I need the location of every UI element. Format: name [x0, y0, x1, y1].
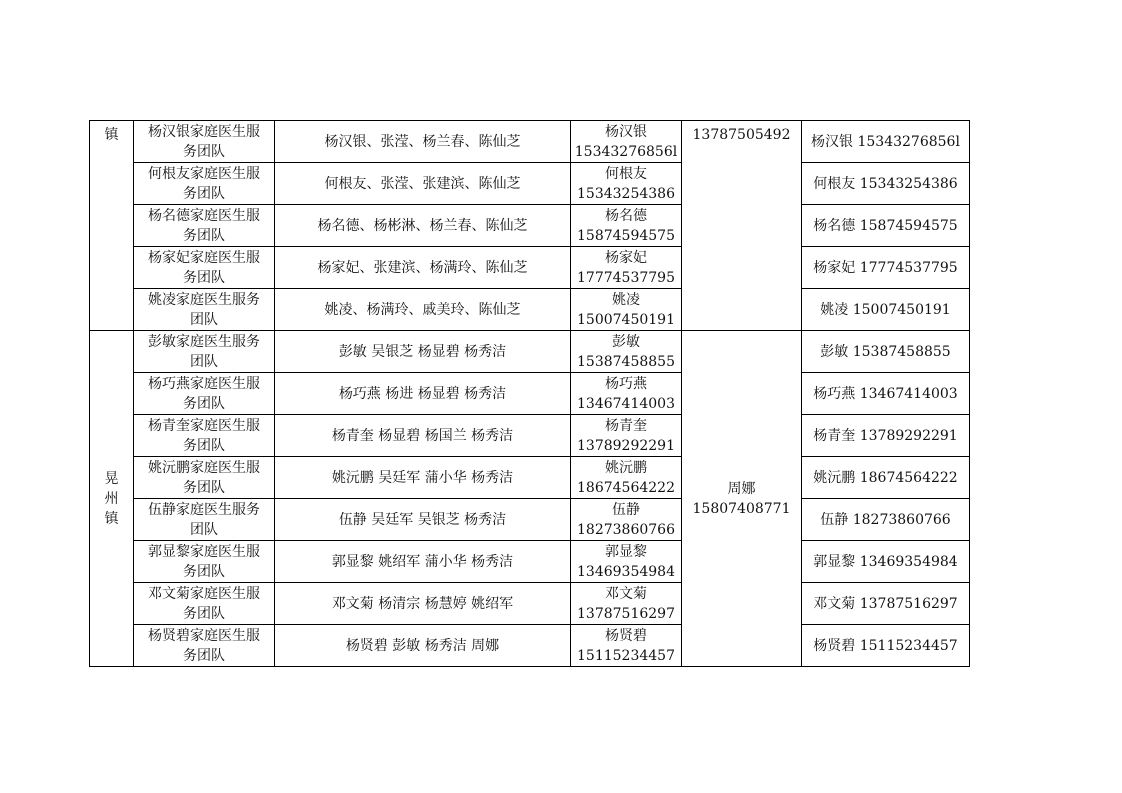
supervisor-phone: 13787505492: [692, 127, 791, 143]
members-cell: [275, 541, 571, 583]
leader-cell: [571, 625, 682, 667]
contact-cell: [802, 457, 970, 499]
leader-cell: [571, 247, 682, 289]
table-row: [90, 625, 970, 667]
team-name-cell: [134, 499, 275, 541]
team-members: 杨家妃、张建滨、杨满玲、陈仙芝: [317, 259, 528, 276]
team-name: 杨汉银家庭医生服务团队: [148, 123, 260, 160]
leader-cell: [571, 541, 682, 583]
leader-phone: 15874594575: [577, 227, 675, 244]
leader-phone: 15007450191: [577, 311, 675, 328]
table-body: [90, 121, 970, 667]
team-members: 杨贤碧 彭敏 杨秀洁 周娜: [345, 637, 500, 654]
table-row: [90, 247, 970, 289]
table-row: [90, 331, 970, 373]
table-row: [90, 499, 970, 541]
team-name-cell: [134, 247, 275, 289]
contact-info: 伍静 18273860766: [820, 511, 951, 528]
team-name: 杨名德家庭医生服务团队: [148, 207, 260, 244]
leader-name: 杨巧燕: [605, 375, 647, 392]
team-name-cell: [134, 541, 275, 583]
leader-cell: [571, 163, 682, 205]
members-cell: [275, 163, 571, 205]
team-name-cell: [134, 457, 275, 499]
team-members: 杨汉银、张滢、杨兰春、陈仙芝: [324, 133, 521, 150]
members-cell: [275, 583, 571, 625]
leader-phone: 13787516297: [577, 605, 675, 622]
leader-name: 杨家妃: [605, 249, 647, 266]
team-name: 郭显黎家庭医生服务团队: [148, 543, 260, 580]
contact-info: 姚凌 15007450191: [820, 301, 951, 318]
members-cell: [275, 121, 571, 163]
leader-cell: [571, 331, 682, 373]
town-cell: [90, 121, 134, 331]
leader-name: 杨贤碧: [605, 627, 647, 644]
contact-info: 杨名德 15874594575: [813, 217, 958, 234]
table-row: [90, 541, 970, 583]
leader-phone: 18674564222: [577, 479, 675, 496]
members-cell: [275, 457, 571, 499]
contact-cell: [802, 415, 970, 457]
team-members: 伍静 吴廷军 吴银芝 杨秀洁: [338, 511, 507, 528]
team-name-cell: [134, 121, 275, 163]
town-char: 镇: [104, 510, 119, 527]
contact-info: 郭显黎 13469354984: [813, 553, 958, 570]
contact-cell: [802, 247, 970, 289]
team-members: 彭敏 吴银芝 杨显碧 杨秀洁: [338, 343, 507, 360]
team-members: 姚沅鹏 吴廷军 蒲小华 杨秀洁: [331, 469, 514, 486]
team-name: 何根友家庭医生服务团队: [148, 165, 260, 202]
team-name: 杨巧燕家庭医生服务团队: [148, 375, 260, 412]
leader-cell: [571, 373, 682, 415]
team-name: 邓文菊家庭医生服务团队: [148, 585, 260, 622]
table-row: [90, 205, 970, 247]
contact-cell: [802, 331, 970, 373]
contact-cell: [802, 121, 970, 163]
leader-cell: [571, 289, 682, 331]
leader-phone: 13467414003: [577, 395, 675, 412]
table-row: [90, 289, 970, 331]
team-name: 姚凌家庭医生服务团队: [148, 291, 260, 328]
contact-info: 姚沅鹏 18674564222: [813, 469, 958, 486]
team-members: 姚凌、杨满玲、戚美玲、陈仙芝: [324, 301, 521, 318]
team-name-cell: [134, 289, 275, 331]
supervisor-cell: [682, 121, 802, 331]
members-cell: [275, 205, 571, 247]
team-name-cell: [134, 583, 275, 625]
table-row: [90, 373, 970, 415]
members-cell: [275, 289, 571, 331]
contact-cell: [802, 499, 970, 541]
leader-phone: 15115234457: [577, 647, 675, 664]
team-name: 杨青奎家庭医生服务团队: [148, 417, 260, 454]
leader-cell: [571, 499, 682, 541]
leader-name: 邓文菊: [605, 585, 647, 602]
doctor-team-table: [89, 120, 970, 667]
team-members: 杨青奎 杨显碧 杨国兰 杨秀洁: [331, 427, 514, 444]
leader-cell: [571, 205, 682, 247]
leader-phone: 15387458855: [577, 353, 675, 370]
members-cell: [275, 331, 571, 373]
team-name: 杨家妃家庭医生服务团队: [148, 249, 260, 286]
team-members: 杨巧燕 杨进 杨显碧 杨秀洁: [338, 385, 507, 402]
team-name-cell: [134, 415, 275, 457]
supervisor-cell: [682, 331, 802, 667]
table-row: [90, 415, 970, 457]
members-cell: [275, 373, 571, 415]
team-members: 郭显黎 姚绍军 蒲小华 杨秀洁: [331, 553, 514, 570]
contact-info: 杨汉银 15343276856l: [811, 133, 960, 150]
leader-name: 杨名德: [605, 207, 647, 224]
leader-cell: [571, 457, 682, 499]
contact-cell: [802, 289, 970, 331]
team-name: 杨贤碧家庭医生服务团队: [148, 627, 260, 664]
team-members: 杨名德、杨彬淋、杨兰春、陈仙芝: [317, 217, 528, 234]
leader-phone: 13789292291: [577, 437, 675, 454]
team-members: 何根友、张滢、张建滨、陈仙芝: [324, 175, 521, 192]
leader-cell: [571, 415, 682, 457]
leader-name: 姚凌: [612, 291, 640, 308]
leader-cell: [571, 583, 682, 625]
leader-name: 彭敏: [612, 333, 640, 350]
team-members: 邓文菊 杨清宗 杨慧婷 姚绍军: [331, 595, 514, 612]
contact-info: 邓文菊 13787516297: [813, 595, 958, 612]
leader-name: 杨汉银: [605, 123, 647, 140]
contact-info: 何根友 15343254386: [813, 175, 958, 192]
table-row: [90, 163, 970, 205]
leader-phone: 18273860766: [577, 521, 675, 538]
leader-phone: 13469354984: [577, 563, 675, 580]
team-name: 伍静家庭医生服务团队: [148, 501, 260, 538]
leader-cell: [571, 121, 682, 163]
leader-phone: 17774537795: [577, 269, 675, 286]
leader-phone: 15343254386: [577, 185, 675, 202]
leader-name: 姚沅鹏: [605, 459, 647, 476]
leader-name: 伍静: [612, 501, 640, 518]
leader-name: 杨青奎: [605, 417, 647, 434]
contact-cell: [802, 625, 970, 667]
team-name-cell: [134, 373, 275, 415]
members-cell: [275, 499, 571, 541]
town-char: 晃: [104, 470, 119, 487]
team-name-cell: [134, 205, 275, 247]
supervisor-phone: 15807408771: [692, 500, 791, 517]
leader-phone: 15343276856l: [574, 143, 678, 160]
contact-cell: [802, 163, 970, 205]
contact-info: 杨贤碧 15115234457: [813, 637, 958, 654]
contact-info: 杨巧燕 13467414003: [813, 385, 958, 402]
town-char: 州: [104, 490, 119, 507]
members-cell: [275, 247, 571, 289]
team-name: 彭敏家庭医生服务团队: [148, 333, 260, 370]
contact-cell: [802, 583, 970, 625]
town-char: 镇: [104, 127, 119, 143]
contact-info: 杨青奎 13789292291: [813, 427, 958, 444]
contact-cell: [802, 541, 970, 583]
town-cell: [90, 331, 134, 667]
table-row: [90, 457, 970, 499]
contact-info: 杨家妃 17774537795: [813, 259, 958, 276]
team-name-cell: [134, 331, 275, 373]
table-row: [90, 121, 970, 163]
contact-cell: [802, 205, 970, 247]
team-name-cell: [134, 163, 275, 205]
supervisor-name: 周娜: [727, 480, 756, 497]
table-row: [90, 583, 970, 625]
contact-cell: [802, 373, 970, 415]
leader-name: 郭显黎: [605, 543, 647, 560]
team-name: 姚沅鹏家庭医生服务团队: [148, 459, 260, 496]
team-name-cell: [134, 625, 275, 667]
contact-info: 彭敏 15387458855: [820, 343, 951, 360]
leader-name: 何根友: [605, 165, 647, 182]
members-cell: [275, 625, 571, 667]
members-cell: [275, 415, 571, 457]
